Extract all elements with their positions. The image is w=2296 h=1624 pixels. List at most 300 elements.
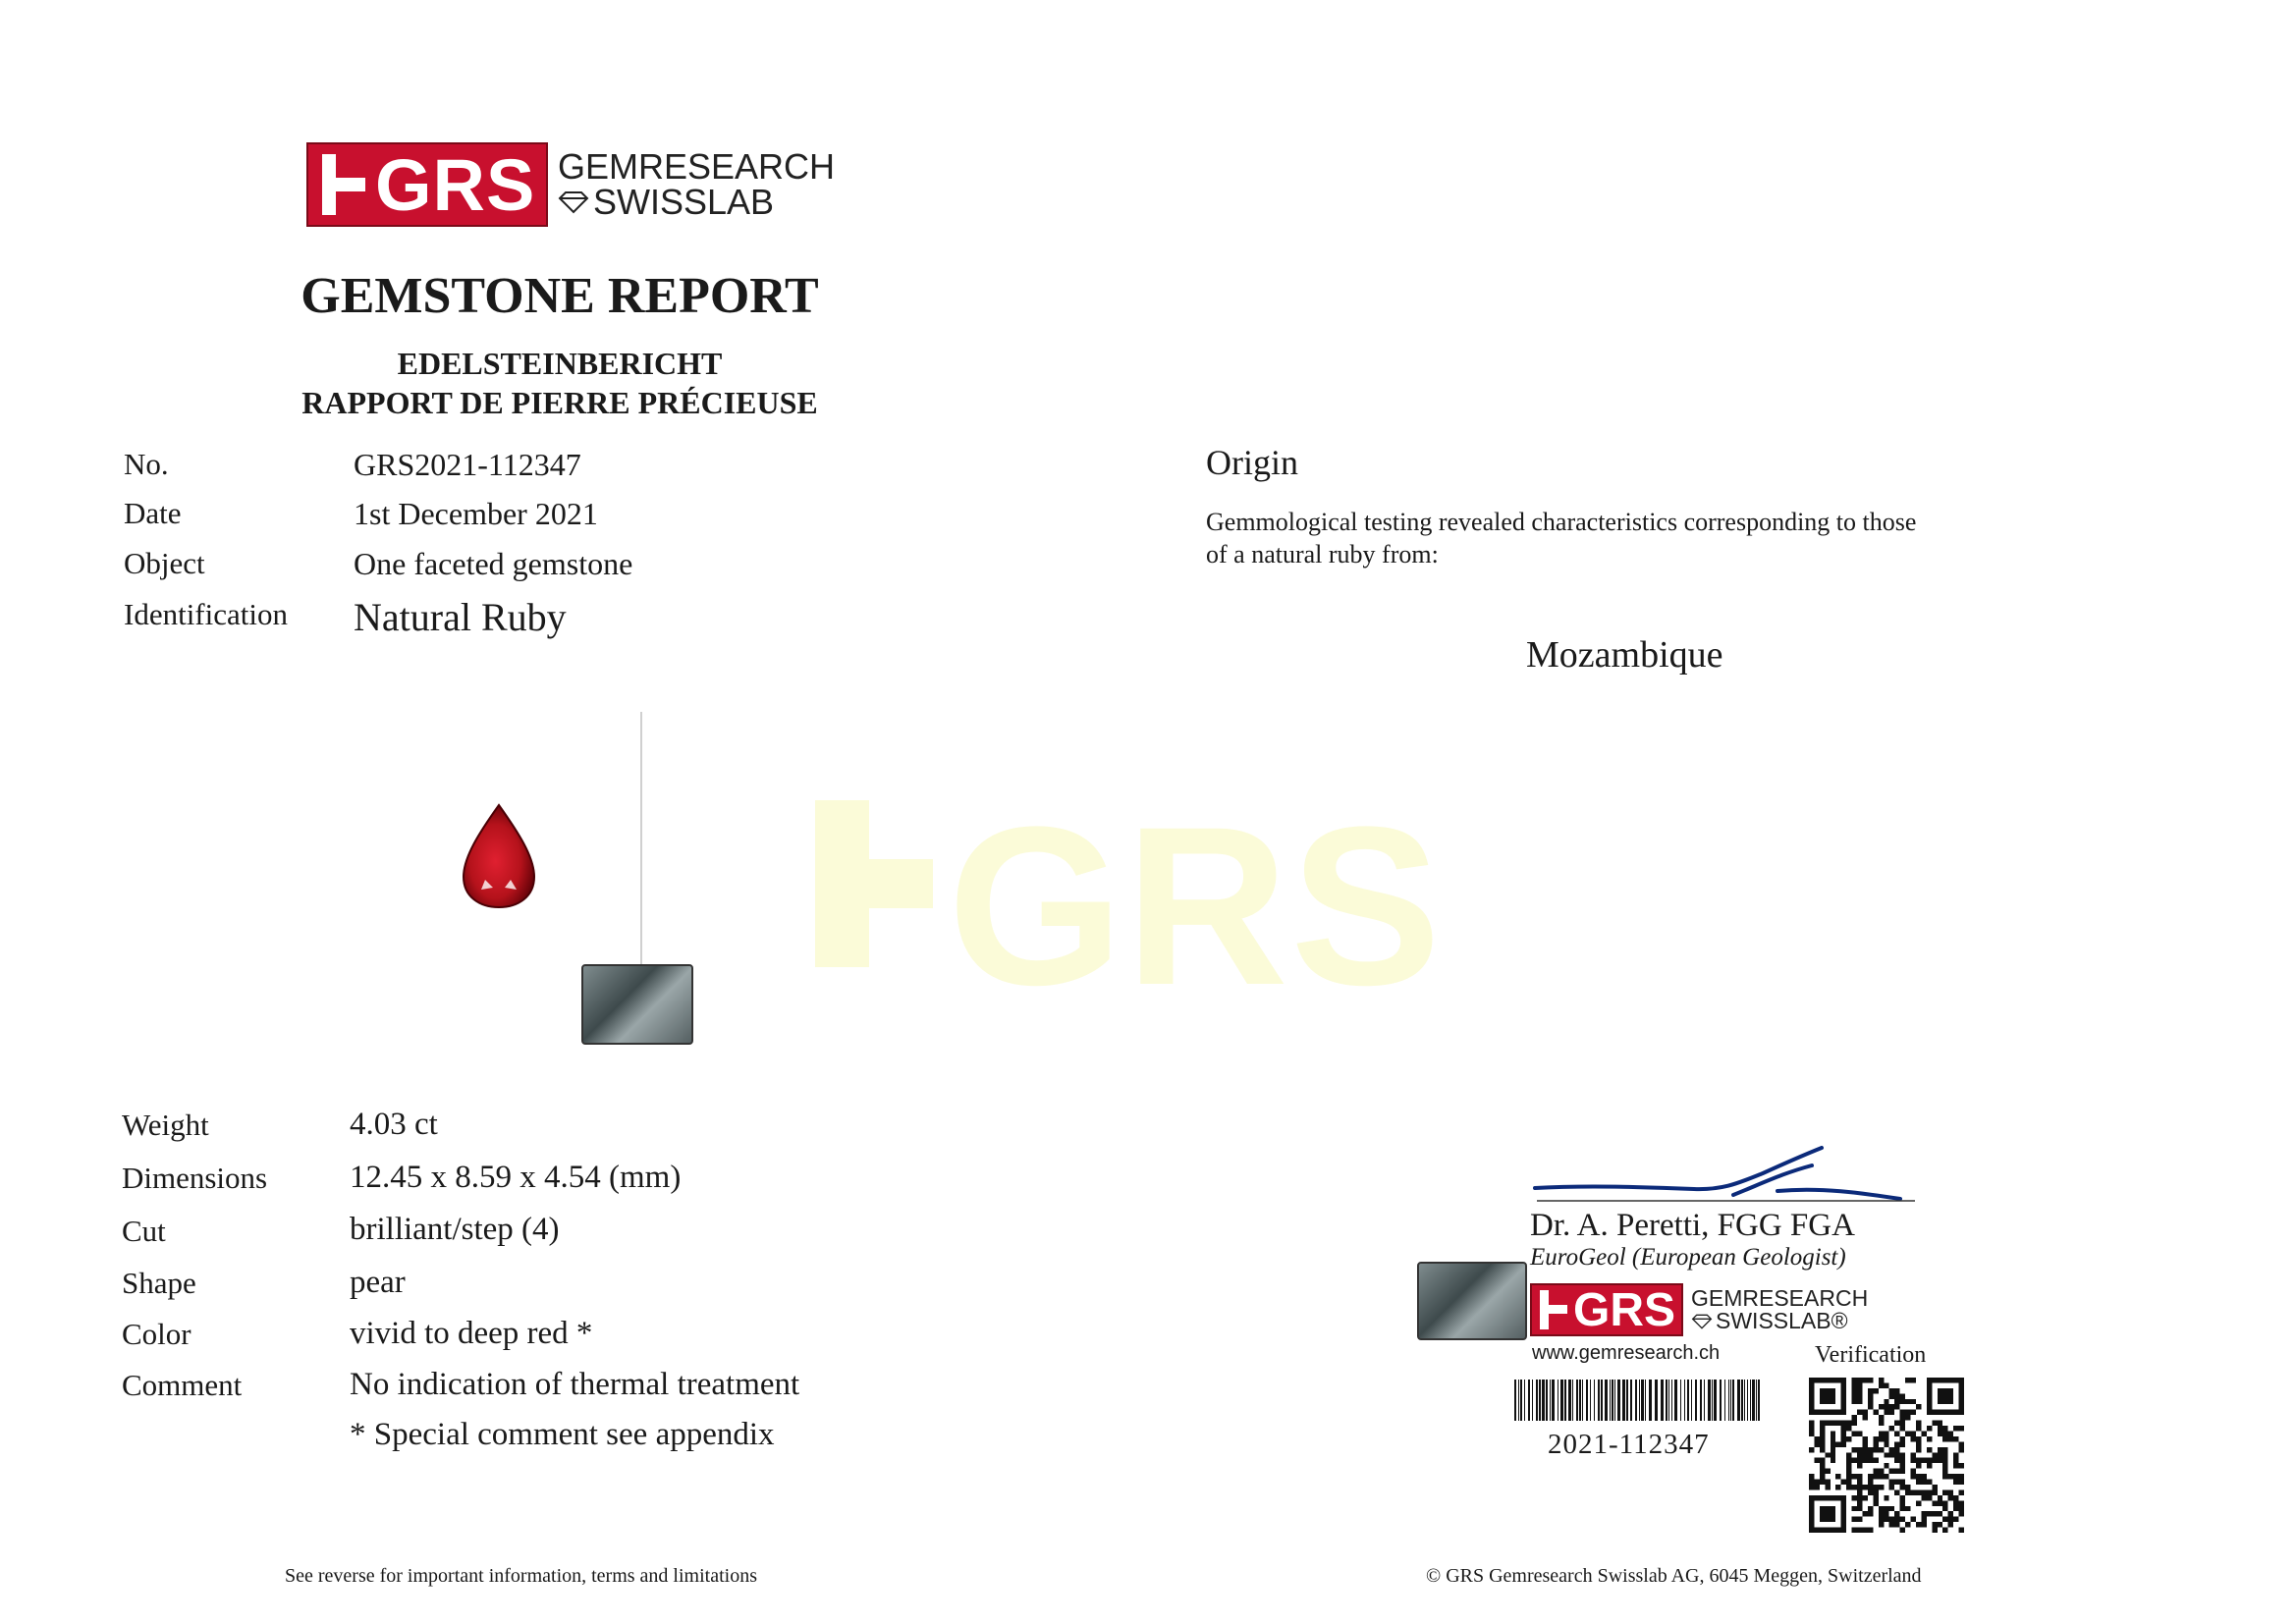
qr-module [1862,1447,1867,1452]
qr-module [1959,1489,1964,1494]
qr-module [1814,1480,1819,1485]
qr-module [1948,1489,1953,1494]
qr-module [1953,1506,1958,1511]
qr-module [1959,1500,1964,1505]
qr-module [1873,1458,1878,1463]
report-subtitle-de: EDELSTEINBERICHT [397,346,723,381]
qr-module [1820,1480,1825,1485]
qr-module [1911,1436,1916,1441]
special-comment: * Special comment see appendix [350,1417,775,1452]
qr-module [1820,1431,1825,1435]
qr-module [1820,1436,1825,1441]
qr-module [1889,1469,1894,1474]
detail-value-comment: No indication of thermal treatment [350,1367,800,1402]
qr-module [1862,1415,1867,1420]
qr-module [1841,1436,1846,1441]
qr-module [1857,1489,1862,1494]
qr-module [1862,1436,1867,1441]
qr-module [1905,1399,1910,1404]
qr-module [1889,1517,1894,1522]
qr-module [1814,1441,1819,1446]
qr-module [1841,1480,1846,1485]
qr-module [1921,1458,1926,1463]
qr-module [1820,1474,1825,1479]
qr-module [1894,1399,1899,1404]
qr-module [1884,1517,1888,1522]
origin-country: Mozambique [1526,634,1723,676]
barcode-bar [1730,1380,1731,1421]
qr-module [1921,1489,1926,1494]
qr-module [1857,1378,1862,1382]
qr-module [1927,1489,1932,1494]
qr-module [1825,1452,1830,1457]
qr-module [1879,1436,1884,1441]
qr-module [1911,1517,1916,1522]
barcode-bar [1622,1380,1625,1421]
qr-module [1889,1404,1894,1409]
qr-module [1916,1463,1921,1468]
barcode-bar [1724,1380,1725,1421]
qr-module [1884,1436,1888,1441]
qr-module [1857,1388,1862,1393]
qr-module [1900,1469,1905,1474]
qr-module [1938,1426,1942,1431]
qr-module [1868,1404,1873,1409]
qr-module [1921,1522,1926,1527]
qr-module [1868,1458,1873,1463]
qr-module [1868,1452,1873,1457]
qr-module [1894,1393,1899,1398]
brand-line2: SWISSLAB [593,182,775,222]
qr-code-image[interactable] [1809,1378,1964,1533]
qr-module [1868,1511,1873,1516]
barcode-bar [1668,1380,1669,1421]
barcode-bar [1720,1380,1722,1421]
qr-module [1879,1469,1884,1474]
barcode-bar [1550,1380,1551,1421]
qr-module [1938,1421,1942,1426]
qr-module [1879,1485,1884,1489]
qr-module [1953,1517,1958,1522]
qr-module [1894,1458,1899,1463]
qr-module [1959,1463,1964,1468]
qr-module [1846,1485,1851,1489]
qr-module [1852,1485,1857,1489]
qr-module [1900,1410,1905,1415]
barcode-number: 2021-112347 [1548,1429,1710,1460]
signatory-name: Dr. A. Peretti, FGG FGA [1530,1208,1855,1243]
qr-module [1921,1474,1926,1479]
qr-module [1820,1421,1825,1426]
qr-module [1905,1410,1910,1415]
barcode-bar [1598,1380,1600,1421]
qr-module [1953,1500,1958,1505]
info-label-no: No. [124,447,169,481]
barcode-bar [1572,1380,1573,1421]
qr-module [1889,1452,1894,1457]
qr-module [1820,1388,1835,1404]
qr-module [1862,1410,1867,1415]
barcode-bar [1655,1380,1658,1421]
barcode-bar [1582,1380,1583,1421]
qr-module [1868,1393,1873,1398]
qr-module [1938,1447,1942,1452]
qr-module [1889,1388,1894,1393]
signature-image [1527,1144,1920,1213]
qr-module [1900,1452,1905,1457]
qr-module [1916,1489,1921,1494]
qr-module [1916,1474,1921,1479]
qr-module [1927,1426,1932,1431]
barcode-bar [1514,1380,1516,1421]
qr-module [1879,1522,1884,1527]
qr-module [1938,1452,1942,1457]
qr-module [1911,1378,1916,1382]
footer-brand-line2: SWISSLAB® [1716,1308,1848,1333]
qr-module [1953,1495,1958,1500]
detail-value-shape: pear [350,1265,406,1300]
qr-module [1894,1388,1899,1393]
qr-module [1900,1495,1905,1500]
barcode-bar [1639,1380,1640,1421]
barcode-bar [1626,1380,1628,1421]
qr-module [1820,1447,1825,1452]
barcode-bar [1756,1380,1757,1421]
qr-module [1868,1485,1873,1489]
qr-module [1825,1469,1830,1474]
qr-module [1831,1452,1835,1457]
qr-module [1879,1474,1884,1479]
qr-module [1884,1431,1888,1435]
qr-module [1938,1511,1942,1516]
qr-module [1932,1452,1937,1457]
barcode-bar [1564,1380,1566,1421]
qr-module [1825,1485,1830,1489]
qr-module [1894,1469,1899,1474]
qr-module [1835,1474,1840,1479]
qr-module [1894,1441,1899,1446]
barcode-bar [1560,1380,1563,1421]
qr-module [1809,1447,1814,1452]
qr-module [1900,1480,1905,1485]
photo-divider [640,712,642,967]
qr-module [1857,1528,1862,1533]
qr-module [1900,1458,1905,1463]
barcode-bar [1700,1380,1702,1421]
qr-module [1868,1528,1873,1533]
qr-module [1879,1511,1884,1516]
qr-module [1873,1489,1878,1494]
qr-module [1900,1393,1905,1398]
qr-module [1841,1426,1846,1431]
watermark-cross-icon [815,800,933,967]
origin-heading: Origin [1206,443,1298,482]
footer-diamond-icon [1691,1314,1713,1329]
qr-module [1857,1517,1862,1522]
barcode-bar [1649,1380,1652,1421]
qr-module [1959,1506,1964,1511]
barcode-bar [1741,1380,1743,1421]
qr-module [1900,1500,1905,1505]
qr-module [1852,1447,1857,1452]
logo-wordmark [558,146,836,222]
barcode-bar [1568,1380,1571,1421]
qr-module [1873,1495,1878,1500]
barcode-bar [1758,1380,1760,1421]
qr-module [1911,1410,1916,1415]
qr-module [1942,1452,1947,1457]
qr-module [1911,1431,1916,1435]
footer-grs-logo-box [1530,1283,1683,1336]
qr-module [1900,1506,1905,1511]
barcode-bar [1691,1380,1692,1421]
qr-module [1846,1426,1851,1431]
diamond-icon [558,190,589,214]
qr-module [1889,1410,1894,1415]
qr-module [1873,1474,1878,1479]
qr-module [1953,1480,1958,1485]
qr-module [1959,1426,1964,1431]
footer-swiss-cross-icon [1540,1290,1567,1329]
qr-module [1894,1421,1899,1426]
qr-module [1900,1426,1905,1431]
qr-module [1889,1485,1894,1489]
qr-module [1900,1399,1905,1404]
qr-module [1857,1485,1862,1489]
barcode-bar [1524,1380,1525,1421]
barcode-bar [1750,1380,1751,1421]
qr-module [1959,1447,1964,1452]
barcode-bar [1645,1380,1646,1421]
qr-module [1862,1458,1867,1463]
qr-module [1862,1378,1867,1382]
qr-module [1942,1447,1947,1452]
qr-module [1894,1480,1899,1485]
qr-module [1959,1511,1964,1516]
barcode-bar [1579,1380,1581,1421]
qr-module [1852,1378,1857,1382]
brand-line1: GEMRESEARCH [558,146,836,187]
qr-module [1809,1474,1814,1479]
barcode-bar [1542,1380,1545,1421]
qr-module [1852,1421,1857,1426]
qr-module [1862,1511,1867,1516]
qr-module [1841,1441,1846,1446]
qr-module [1953,1452,1958,1457]
qr-module [1916,1421,1921,1426]
qr-module [1857,1480,1862,1485]
qr-module [1884,1399,1888,1404]
qr-module [1921,1480,1926,1485]
info-label-identification: Identification [124,597,288,631]
qr-module [1894,1452,1899,1457]
qr-module [1809,1426,1814,1431]
qr-module [1852,1415,1857,1420]
barcode-bar [1594,1380,1595,1421]
qr-module [1873,1441,1878,1446]
qr-module [1846,1474,1851,1479]
qr-module [1879,1382,1884,1387]
detail-label-cut: Cut [122,1214,166,1248]
signatory-title: EuroGeol (European Geologist) [1530,1244,1846,1271]
qr-module [1868,1378,1873,1382]
qr-module [1911,1399,1916,1404]
barcode-bar [1576,1380,1578,1421]
detail-value-weight: 4.03 ct [350,1107,438,1142]
qr-module [1884,1506,1888,1511]
qr-module [1905,1522,1910,1527]
qr-module [1942,1463,1947,1468]
qr-module [1916,1480,1921,1485]
qr-module [1884,1404,1888,1409]
qr-module [1852,1517,1857,1522]
qr-module [1948,1495,1953,1500]
qr-module [1857,1447,1862,1452]
barcode-bar [1684,1380,1685,1421]
qr-module [1916,1426,1921,1431]
qr-module [1868,1506,1873,1511]
barcode-bar [1601,1380,1603,1421]
barcode-bar [1536,1380,1538,1421]
barcode-bar [1546,1380,1548,1421]
detail-label-dimensions: Dimensions [122,1161,268,1195]
barcode-bar [1671,1380,1672,1421]
qr-module [1884,1410,1888,1415]
qr-module [1932,1528,1937,1533]
qr-module [1953,1474,1958,1479]
qr-module [1884,1382,1888,1387]
barcode-bar [1708,1380,1711,1421]
info-value-identification: Natural Ruby [354,595,567,639]
qr-module [1873,1469,1878,1474]
qr-module [1889,1393,1894,1398]
detail-value-dimensions: 12.45 x 8.59 x 4.54 (mm) [350,1160,682,1195]
qr-module [1911,1489,1916,1494]
qr-module [1857,1452,1862,1457]
qr-module [1879,1404,1884,1409]
qr-module [1857,1410,1862,1415]
qr-module [1868,1474,1873,1479]
qr-module [1809,1480,1814,1485]
qr-module [1820,1441,1825,1446]
qr-module [1879,1447,1884,1452]
qr-module [1846,1436,1851,1441]
ruby-gem-image [460,803,538,909]
barcode-bar [1612,1380,1613,1421]
qr-module [1927,1447,1932,1452]
website-link[interactable]: www.gemresearch.ch [1532,1342,1721,1364]
qr-module [1846,1480,1851,1485]
verification-label: Verification [1815,1342,1927,1368]
brand-line2-row [558,182,835,222]
qr-module [1938,1431,1942,1435]
qr-module [1868,1388,1873,1393]
barcode-bar [1610,1380,1611,1421]
barcode-bar [1704,1380,1705,1421]
qr-module [1857,1500,1862,1505]
qr-module [1862,1452,1867,1457]
qr-module [1868,1447,1873,1452]
barcode-bar [1532,1380,1533,1421]
qr-module [1809,1431,1814,1435]
qr-module [1873,1500,1878,1505]
qr-module [1911,1474,1916,1479]
qr-module [1831,1441,1835,1446]
qr-module [1900,1485,1905,1489]
qr-module [1932,1489,1937,1494]
qr-module [1884,1441,1888,1446]
barcode-bar [1528,1380,1530,1421]
qr-module [1942,1436,1947,1441]
qr-module [1814,1458,1819,1463]
qr-module [1831,1447,1835,1452]
qr-module [1911,1469,1916,1474]
qr-module [1831,1431,1835,1435]
qr-module [1905,1485,1910,1489]
qr-module [1820,1458,1825,1463]
qr-module [1948,1517,1953,1522]
qr-module [1857,1458,1862,1463]
qr-module [1942,1489,1947,1494]
qr-module [1932,1522,1937,1527]
qr-module [1953,1463,1958,1468]
qr-module [1846,1452,1851,1457]
barcode-bar [1539,1380,1541,1421]
qr-module [1814,1485,1819,1489]
qr-module [1932,1421,1937,1426]
info-value-date: 1st December 2021 [354,496,598,531]
barcode-bar [1737,1380,1740,1421]
qr-module [1857,1463,1862,1468]
qr-module [1959,1480,1964,1485]
qr-module [1938,1458,1942,1463]
qr-module [1862,1495,1867,1500]
qr-module [1927,1511,1932,1516]
qr-module [1905,1506,1910,1511]
qr-module [1884,1511,1888,1516]
qr-module [1916,1447,1921,1452]
barcode-bar [1605,1380,1608,1421]
qr-module [1900,1528,1905,1533]
qr-module [1889,1522,1894,1527]
qr-module [1905,1489,1910,1494]
footer-logo-wordmark [1691,1287,1868,1332]
qr-module [1889,1447,1894,1452]
qr-module [1884,1474,1888,1479]
qr-module [1820,1463,1825,1468]
barcode-bar [1630,1380,1632,1421]
detail-label-color: Color [122,1317,191,1351]
detail-label-comment: Comment [122,1368,243,1402]
qr-module [1916,1458,1921,1463]
qr-module [1852,1382,1857,1387]
qr-module [1831,1458,1835,1463]
report-subtitle-fr: RAPPORT DE PIERRE PRÉCIEUSE [301,385,818,420]
qr-module [1825,1421,1830,1426]
qr-module [1868,1399,1873,1404]
qr-module [1959,1441,1964,1446]
qr-module [1932,1485,1937,1489]
qr-module [1921,1495,1926,1500]
qr-module [1942,1474,1947,1479]
barcode-bar [1617,1380,1620,1421]
qr-module [1868,1480,1873,1485]
logo-text: GRS [375,143,536,226]
barcode-bar [1732,1380,1734,1421]
qr-module [1942,1469,1947,1474]
qr-module [1873,1388,1878,1393]
qr-module [1948,1431,1953,1435]
